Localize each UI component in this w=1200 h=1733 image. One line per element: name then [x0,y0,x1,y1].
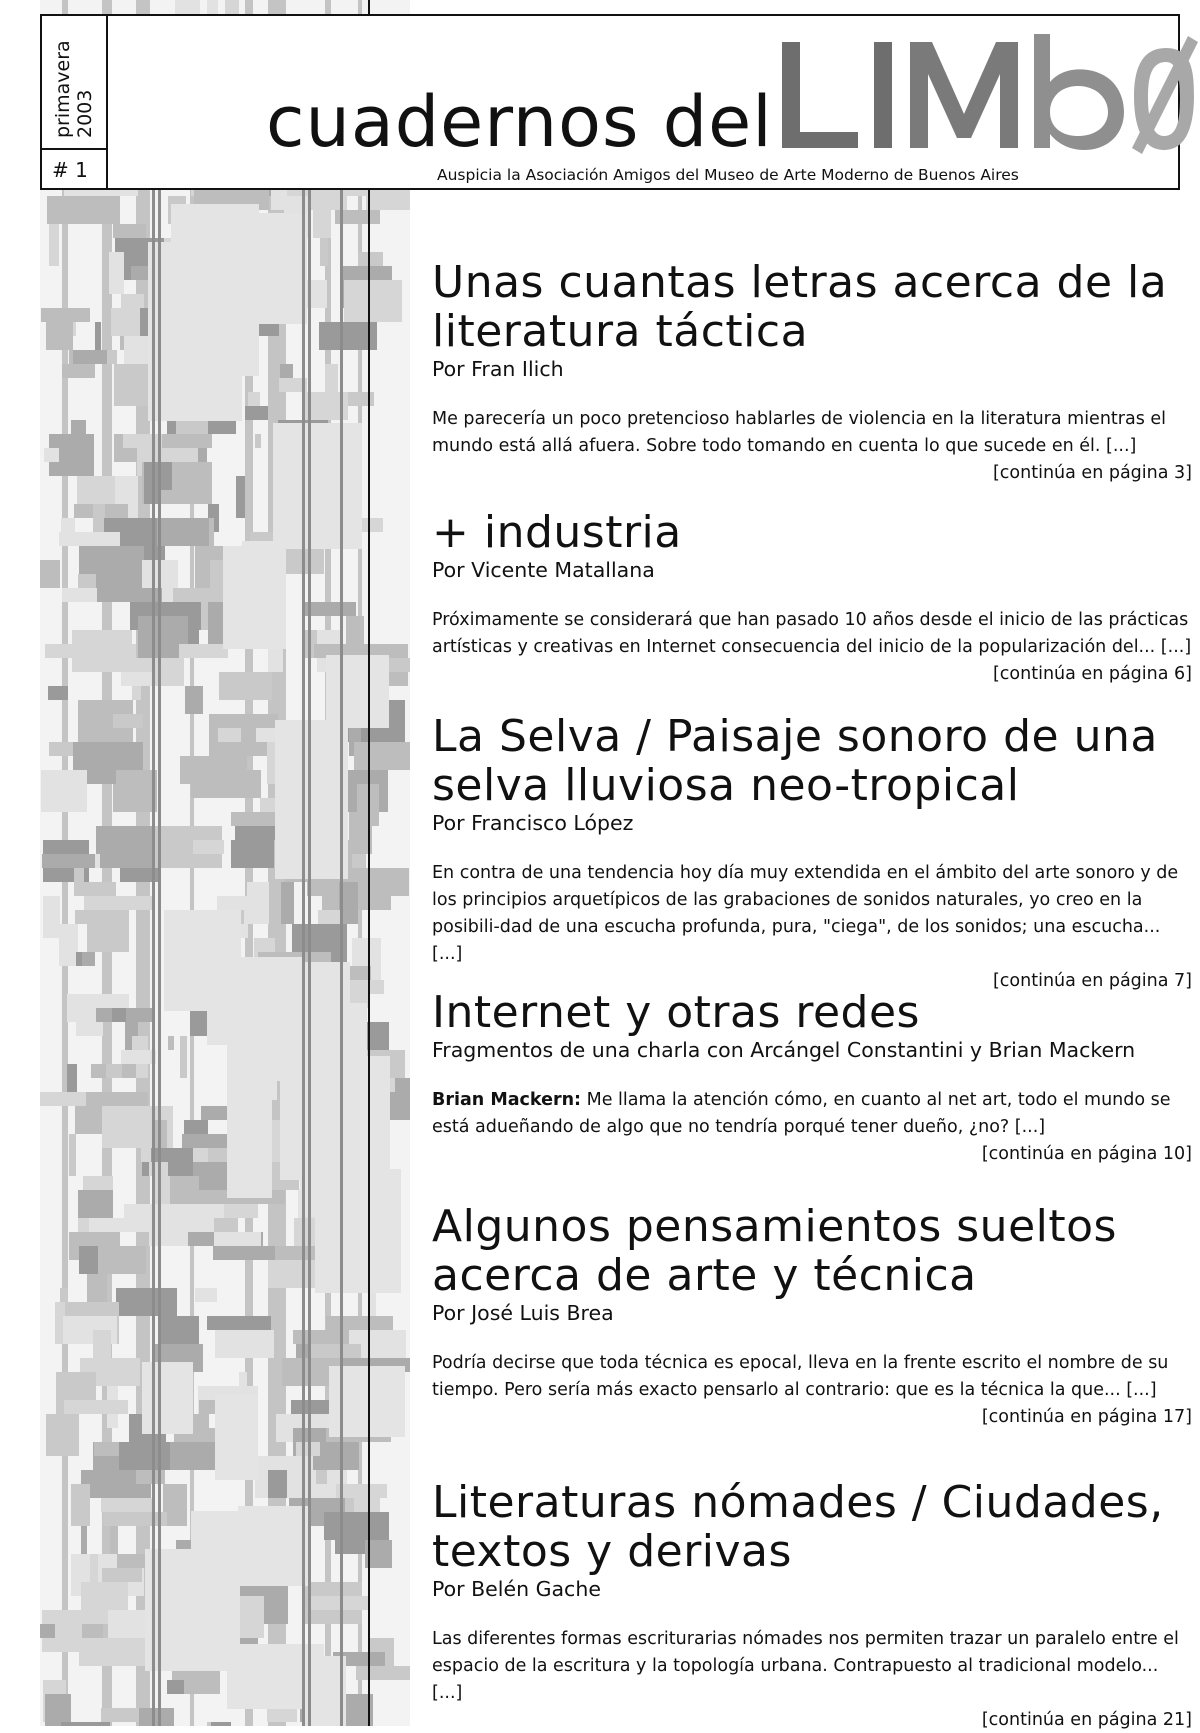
continue-link[interactable]: [continúa en página 3] [992,463,1192,483]
article-byline: Por Francisco López [432,811,634,835]
excerpt-text: Podría decirse que toda técnica es epocal, lleva en la frente escrito el nombre de su tiempo. Pero sería más exacto pensarlo al contrario: que es la técnica la que... [...] [432,1353,1169,1400]
magazine-title: cuadernos del [266,81,773,163]
excerpt-lead: Brian Mackern: [432,1090,582,1110]
excerpt-text: Me llama la atención cómo, en cuanto al net art, todo el mundo se está adueñando de algo que no tendría porqué tener dueño, ¿no? [...] [432,1090,1171,1137]
article-teaser [432,712,1192,994]
article-byline: Por Belén Gache [432,1577,601,1601]
article-teaser [432,258,1192,486]
article-byline: Por Vicente Matallana [432,558,655,582]
article-teaser [432,508,1192,687]
continue-link[interactable]: [continúa en página 21] [981,1710,1192,1730]
continue-link[interactable]: [continúa en página 17] [981,1407,1192,1427]
article-teaser [432,1478,1192,1733]
article-excerpt [432,1626,1192,1707]
article-title: Internet y otras redes [432,987,920,1038]
excerpt-text: Me parecería un poco pretencioso hablarles de violencia en la literatura mientras el mundo está allá afuera. Sobre todo tomando en cuenta lo que sucede en él. [...] [432,409,1167,456]
article-title: Unas cuantas letras acerca de la literatura táctica [432,257,1168,357]
article-title: Literaturas nómades / Ciudades, textos y derivas [432,1477,1164,1577]
article-teaser [432,988,1192,1167]
limbo-logo [778,30,1198,156]
continue-link[interactable]: [continúa en página 6] [992,664,1192,684]
issue-divider [42,148,106,150]
season-label: primavera [52,40,74,138]
article-excerpt [432,406,1192,460]
continue-link[interactable]: [continúa en página 10] [981,1144,1192,1164]
article-title: La Selva / Paisaje sonoro de una selva lluviosa neo-tropical [432,711,1158,811]
article-excerpt [432,860,1192,968]
excerpt-text: Próximamente se considerará que han pasado 10 años desde el inicio de las prácticas artísticas y creativas en Internet consecuencia del inicio de la popularización del... [...] [432,610,1192,657]
article-excerpt [432,1087,1192,1141]
year-label: 2003 [74,89,96,138]
masthead [40,14,1180,190]
continue-link[interactable]: [continúa en página 7] [992,971,1192,991]
article-byline: Por Fran Ilich [432,357,564,381]
article-excerpt [432,607,1192,661]
article-excerpt [432,1350,1192,1404]
article-teaser [432,1202,1192,1430]
pixel-pattern-art [40,0,410,1726]
excerpt-text: En contra de una tendencia hoy día muy extendida en el ámbito del arte sonoro y de los principios arquetípicos de las grabaciones de sonidos naturales, yo creo en la posibili-dad de una escucha profunda, pura, "ciega", de los sonidos; una escucha... [...] [432,863,1179,964]
issue-info-cell [42,16,108,188]
article-title: + industria [432,507,682,558]
excerpt-text: Las diferentes formas escriturarias nómades nos permiten trazar un paralelo entre el espacio de la escritura y la topología urbana. Contrapuesto al tradicional modelo... [...] [432,1629,1179,1703]
cover-art-strip [40,0,410,1726]
article-byline: Fragmentos de una charla con Arcángel Constantini y Brian Mackern [432,1038,1136,1062]
article-title: Algunos pensamientos sueltos acerca de arte y técnica [432,1201,1117,1301]
issue-number: # 1 [52,158,88,182]
sponsor-line: Auspicia la Asociación Amigos del Museo de Arte Moderno de Buenos Aires [437,166,1019,184]
article-byline: Por José Luis Brea [432,1301,614,1325]
